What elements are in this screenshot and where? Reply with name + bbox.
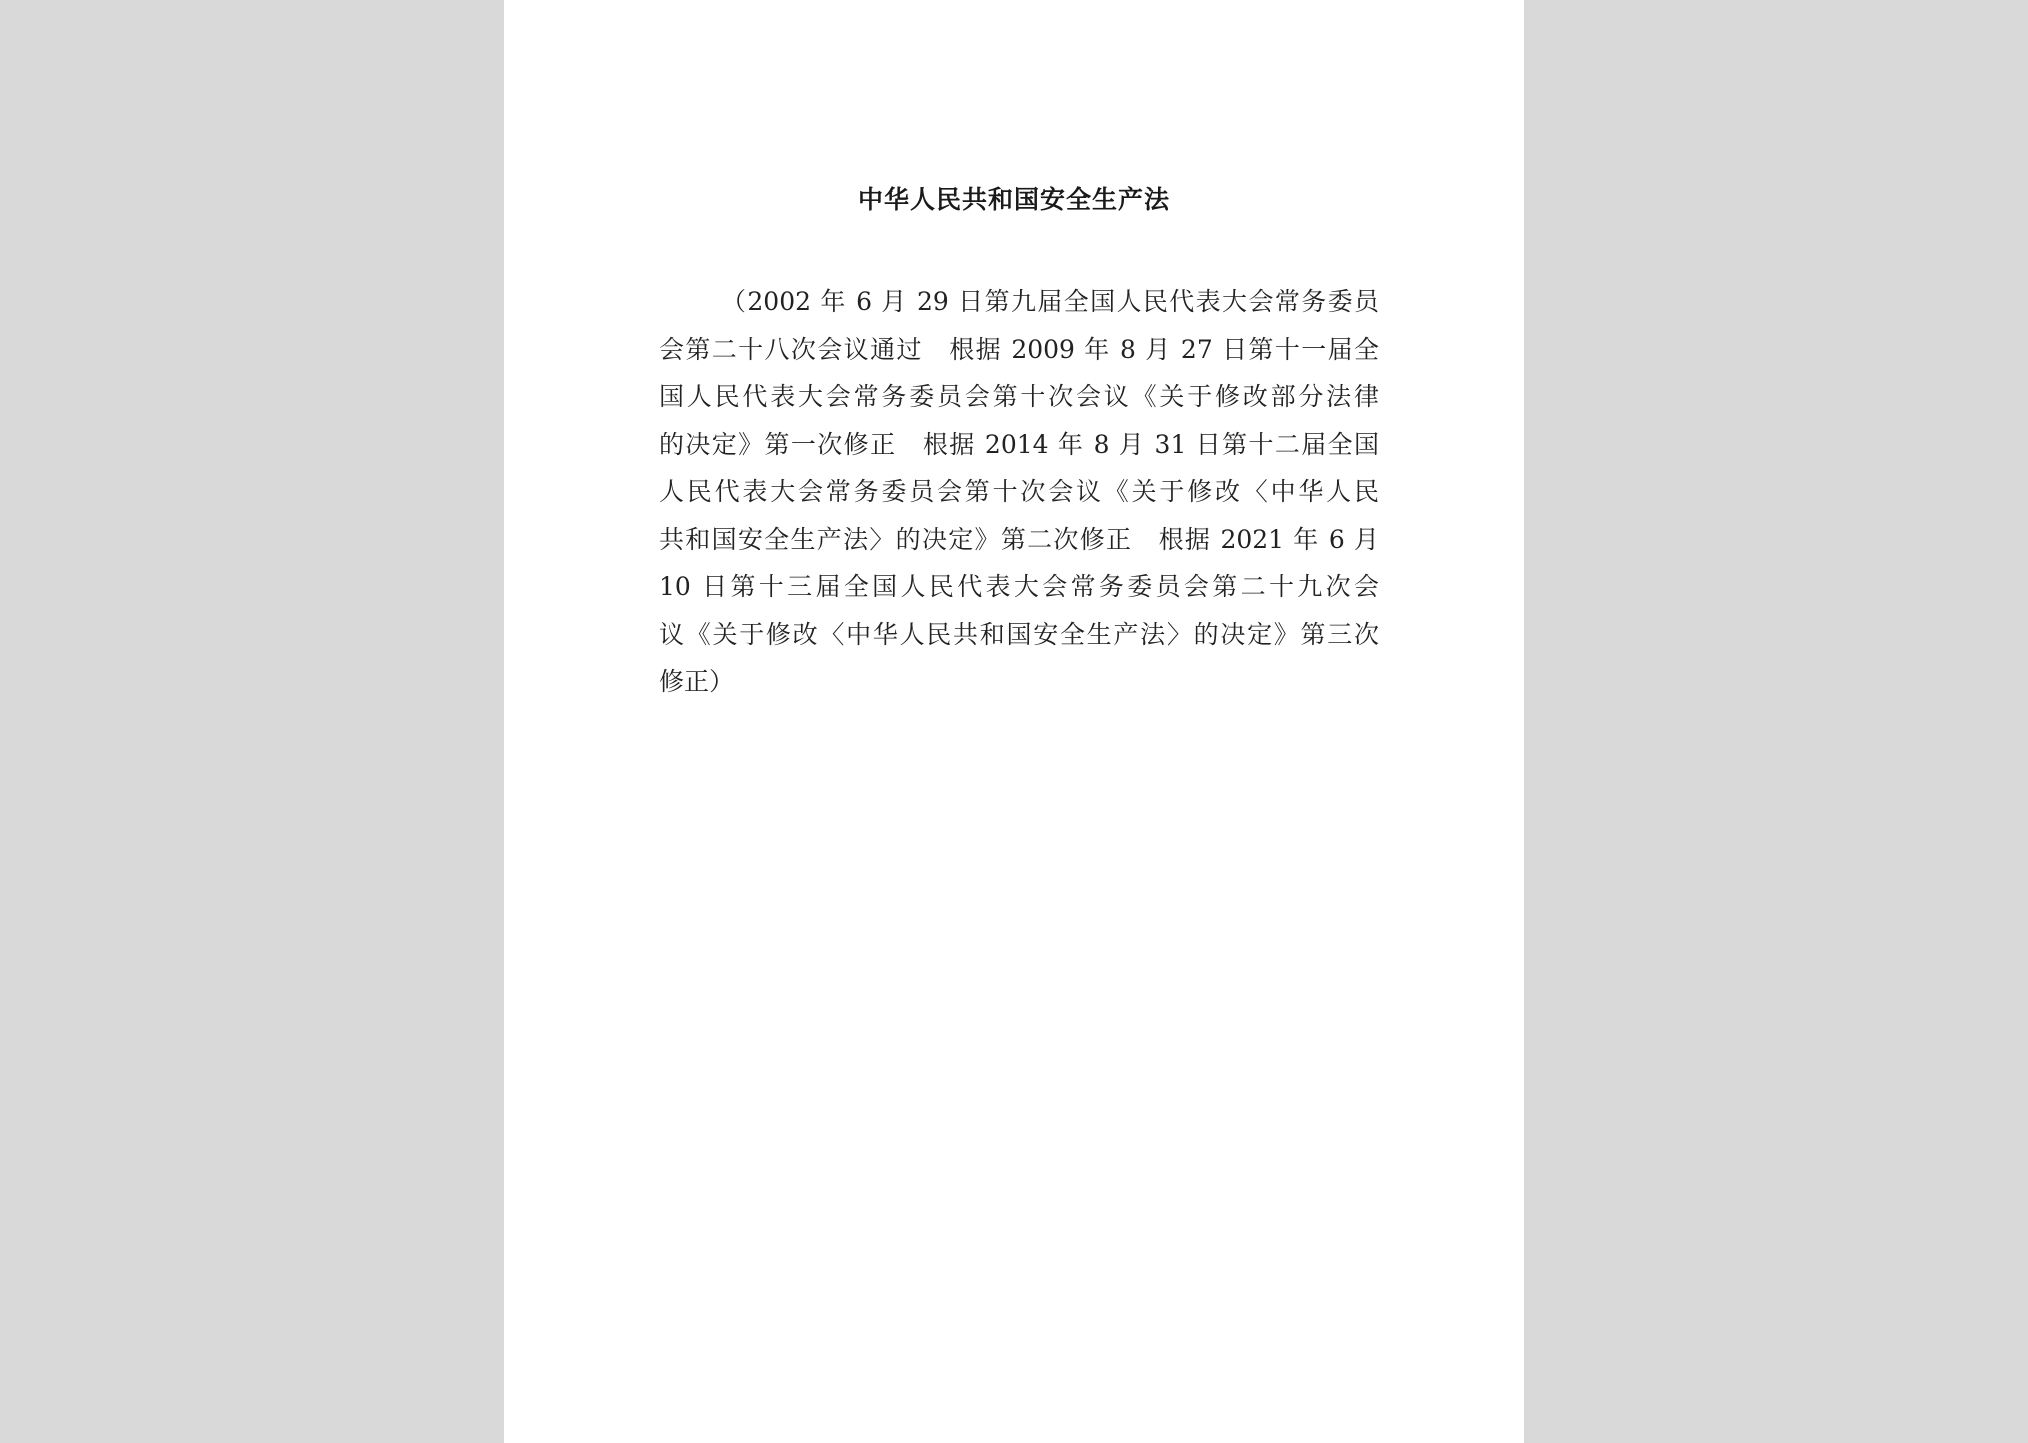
document-page — [504, 0, 1524, 1443]
history-line: 国人民代表大会常务委员会第十次会议《关于修改部分法律 — [659, 382, 1379, 411]
history-line: 会第二十八次会议通过 根据 2009 年 8 月 27 日第十一届全 — [659, 334, 1379, 364]
history-line: 人民代表大会常务委员会第十次会议《关于修改〈中华人民 — [659, 477, 1379, 506]
history-line: 共和国安全生产法〉的决定》第二次修正 根据 2021 年 6 月 — [659, 524, 1379, 554]
history-line: 议《关于修改〈中华人民共和国安全生产法〉的决定》第三次 — [659, 619, 1379, 649]
history-line: 修正） — [659, 667, 735, 696]
amendment-history — [659, 278, 1379, 706]
history-line: （2002 年 6 月 29 日第九届全国人民代表大会常务委员 — [721, 287, 1379, 316]
history-line: 10 日第十三届全国人民代表大会常务委员会第二十九次会 — [659, 572, 1379, 601]
history-line: 的决定》第一次修正 根据 2014 年 8 月 31 日第十二届全国 — [659, 429, 1379, 459]
document-title: 中华人民共和国安全生产法 — [857, 185, 1170, 214]
